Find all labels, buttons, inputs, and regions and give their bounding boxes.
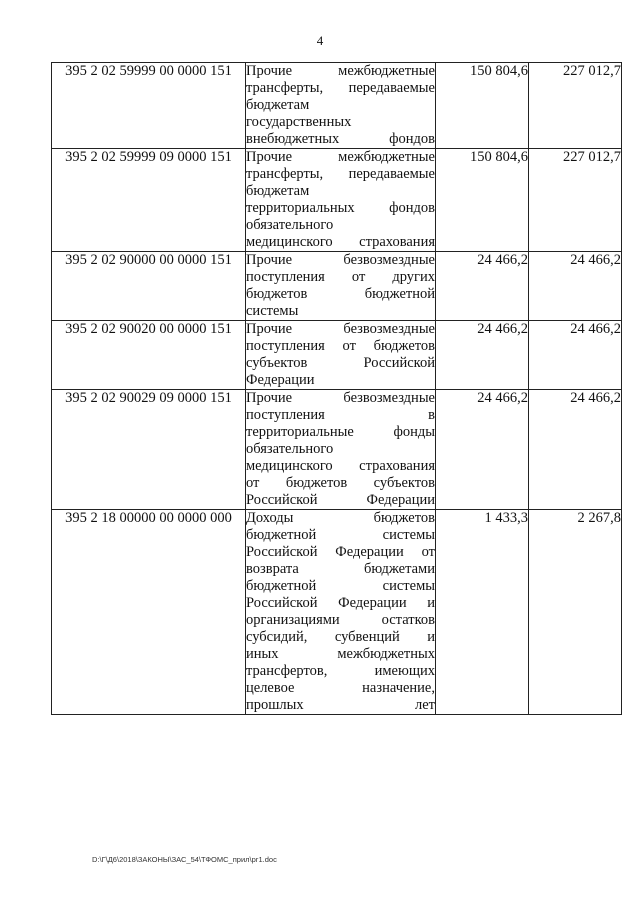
table-body <box>52 63 622 715</box>
amount-year-2-cell: 24 466,2 <box>529 321 622 390</box>
revenue-name-line: обязательного <box>246 217 334 233</box>
revenue-name-line: Прочие межбюджетные <box>246 63 435 79</box>
amount-year-1-cell: 150 804,6 <box>436 149 529 252</box>
revenue-code-cell: 395 2 02 90000 00 0000 151 <box>52 252 246 321</box>
amount-year-2-cell: 227 012,7 <box>529 63 622 149</box>
revenue-name-line: иных межбюджетных <box>246 646 435 662</box>
revenue-name-line: от бюджетов субъектов <box>246 475 435 491</box>
table-row <box>52 252 622 321</box>
revenue-name-line: системы <box>246 303 299 319</box>
revenue-name-line: бюджетов бюджетной <box>246 286 435 302</box>
revenue-name-line: Российской Федерации <box>246 492 435 508</box>
revenue-name-cell <box>246 510 436 715</box>
table-row <box>52 321 622 390</box>
revenue-name-line: территориальные фонды <box>246 424 435 440</box>
table-row <box>52 390 622 510</box>
revenue-name-line: субсидий, субвенций и <box>246 629 435 645</box>
amount-year-2-cell: 24 466,2 <box>529 252 622 321</box>
revenue-name-line: бюджетной системы <box>246 578 435 594</box>
revenue-name-line: поступления в <box>246 407 435 423</box>
revenue-name-line: Российской Федерации и <box>246 595 435 611</box>
revenue-name-line: территориальных фондов <box>246 200 435 216</box>
revenue-code-cell: 395 2 02 90029 09 0000 151 <box>52 390 246 510</box>
revenue-name-line: поступления от других <box>246 269 435 285</box>
revenue-name-line: Федерации <box>246 372 315 388</box>
revenue-name-cell <box>246 63 436 149</box>
revenue-name-line: трансферты, передаваемые <box>246 80 435 96</box>
revenue-name-line: прошлых лет <box>246 697 435 713</box>
revenue-name-line: трансфертов, имеющих <box>246 663 435 679</box>
table-row <box>52 63 622 149</box>
revenue-name-line: поступления от бюджетов <box>246 338 435 354</box>
revenue-name-line: организациями остатков <box>246 612 435 628</box>
revenue-name-line: обязательного <box>246 441 334 457</box>
budget-revenue-table <box>51 62 622 715</box>
revenue-name-line: бюджетной системы <box>246 527 435 543</box>
revenue-name-line: трансферты, передаваемые <box>246 166 435 182</box>
revenue-name-line: государственных <box>246 114 352 130</box>
revenue-name-cell <box>246 149 436 252</box>
table-row <box>52 510 622 715</box>
revenue-name-line: возврата бюджетами <box>246 561 435 577</box>
revenue-code-cell: 395 2 02 59999 09 0000 151 <box>52 149 246 252</box>
revenue-name-cell <box>246 390 436 510</box>
revenue-name-cell <box>246 252 436 321</box>
revenue-name-line: субъектов Российской <box>246 355 435 371</box>
revenue-code-cell: 395 2 18 00000 00 0000 000 <box>52 510 246 715</box>
revenue-code-cell: 395 2 02 90020 00 0000 151 <box>52 321 246 390</box>
amount-year-1-cell: 150 804,6 <box>436 63 529 149</box>
page-number: 4 <box>316 33 324 48</box>
revenue-name-line: целевое назначение, <box>246 680 435 696</box>
revenue-name-line: медицинского страхования <box>246 458 435 474</box>
amount-year-1-cell: 1 433,3 <box>436 510 529 715</box>
amount-year-2-cell: 24 466,2 <box>529 390 622 510</box>
file-path-footer: D:\Г\Д6\2018\ЗАКОНЫ\ЗАС_54\ТФОМС_прил\рг1.doc <box>92 855 277 864</box>
amount-year-2-cell: 227 012,7 <box>529 149 622 252</box>
revenue-name-line: Доходы бюджетов <box>246 510 435 526</box>
revenue-name-line: медицинского страхования <box>246 234 435 250</box>
revenue-name-line: Российской Федерации от <box>246 544 435 560</box>
revenue-name-line: внебюджетных фондов <box>246 131 435 147</box>
revenue-name-line: Прочие безвозмездные <box>246 390 435 406</box>
revenue-name-line: Прочие межбюджетные <box>246 149 435 165</box>
table-row <box>52 149 622 252</box>
revenue-name-line: бюджетам <box>246 97 310 113</box>
amount-year-1-cell: 24 466,2 <box>436 252 529 321</box>
revenue-name-cell <box>246 321 436 390</box>
amount-year-1-cell: 24 466,2 <box>436 390 529 510</box>
revenue-name-line: Прочие безвозмездные <box>246 321 435 337</box>
revenue-name-line: бюджетам <box>246 183 310 199</box>
revenue-code-cell: 395 2 02 59999 00 0000 151 <box>52 63 246 149</box>
amount-year-1-cell: 24 466,2 <box>436 321 529 390</box>
revenue-name-line: Прочие безвозмездные <box>246 252 435 268</box>
amount-year-2-cell: 2 267,8 <box>529 510 622 715</box>
